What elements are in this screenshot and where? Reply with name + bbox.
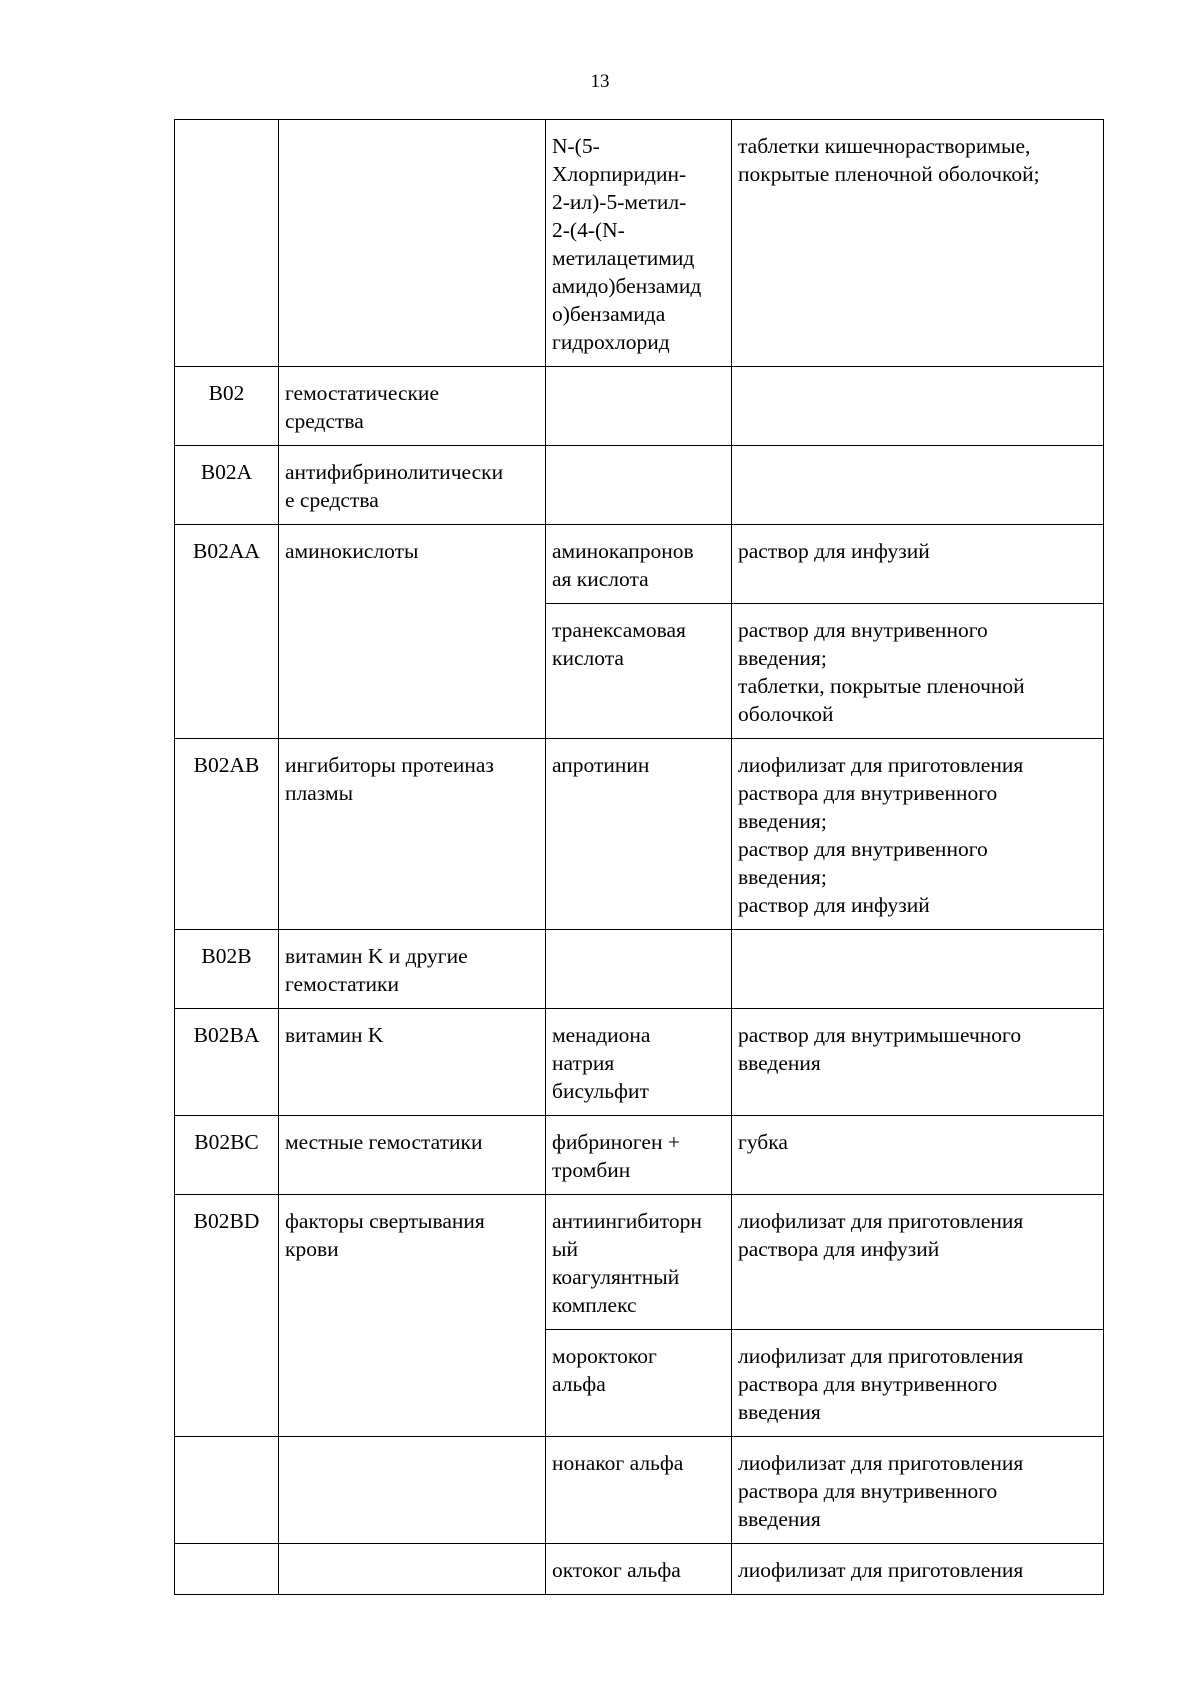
drug-name-cell: [546, 367, 732, 446]
table-row: [175, 930, 1104, 1009]
table-row: [175, 1009, 1104, 1116]
table-row: [175, 1544, 1104, 1595]
group-cell: [279, 367, 546, 446]
dosage-form-cell: [732, 739, 1104, 930]
drug-name-line: тромбин: [552, 1158, 631, 1182]
drug-name-cell: [546, 1116, 732, 1195]
dosage-form-line: губка: [738, 1130, 788, 1154]
group-cell: [279, 120, 546, 367]
table-row: [175, 1195, 1104, 1330]
drug-table: [174, 119, 1104, 1595]
atc-code-cell: [175, 1437, 279, 1544]
atc-code: B02AA: [193, 539, 260, 563]
group-line: витамин K и другие: [285, 944, 468, 968]
dosage-form-line: введения: [738, 1507, 821, 1531]
drug-name-line: ая кислота: [552, 567, 649, 591]
atc-code: B02B: [201, 944, 252, 968]
drug-name-line: комплекс: [552, 1293, 637, 1317]
group-line: витамин K: [285, 1023, 384, 1047]
table-row: [175, 120, 1104, 367]
drug-name-line: мороктоког: [552, 1344, 657, 1368]
group-line: антифибринолитически: [285, 460, 504, 484]
atc-code-cell: [175, 1009, 279, 1116]
dosage-form-line: раствора для внутривенного: [738, 1479, 998, 1503]
dosage-form-cell: [732, 930, 1104, 1009]
group-line: гемостатики: [285, 972, 400, 996]
atc-code-cell: [175, 739, 279, 930]
drug-name-line: ый: [552, 1237, 578, 1261]
group-line: аминокислоты: [285, 539, 419, 563]
drug-name-line: антиингибиторн: [552, 1209, 702, 1233]
dosage-form-line: введения: [738, 1051, 821, 1075]
dosage-form-line: введения;: [738, 865, 827, 889]
dosage-form-line: лиофилизат для приготовления: [738, 1209, 1024, 1233]
dosage-form-line: лиофилизат для приготовления: [738, 1344, 1024, 1368]
group-line: е средства: [285, 488, 379, 512]
drug-name-line: бисульфит: [552, 1079, 649, 1103]
group-cell: [279, 525, 546, 739]
drug-name-line: апротинин: [552, 753, 650, 777]
group-cell: [279, 1544, 546, 1595]
drug-name-line: натрия: [552, 1051, 615, 1075]
dosage-form-line: лиофилизат для приготовления: [738, 753, 1024, 777]
dosage-form-cell: [732, 120, 1104, 367]
atc-code-cell: [175, 367, 279, 446]
drug-name-line: транексамовая: [552, 618, 686, 642]
drug-name-cell: [546, 1437, 732, 1544]
dosage-form-line: лиофилизат для приготовления: [738, 1558, 1024, 1582]
drug-name-line: октоког альфа: [552, 1558, 681, 1582]
drug-name-line: менадиона: [552, 1023, 651, 1047]
table-row: [175, 739, 1104, 930]
dosage-form-cell: [732, 446, 1104, 525]
atc-code-cell: [175, 930, 279, 1009]
drug-name-cell: [546, 1009, 732, 1116]
table-row: [175, 1437, 1104, 1544]
dosage-form-line: лиофилизат для приготовления: [738, 1451, 1024, 1475]
drug-name-line: фибриноген +: [552, 1130, 680, 1154]
atc-code: B02BC: [194, 1130, 259, 1154]
atc-code-cell: [175, 1116, 279, 1195]
drug-name-line: альфа: [552, 1372, 606, 1396]
drug-name-line: нонаког альфа: [552, 1451, 684, 1475]
table-row: [175, 367, 1104, 446]
group-cell: [279, 1116, 546, 1195]
dosage-form-line: раствор для инфузий: [738, 539, 930, 563]
drug-name-line: аминокапронов: [552, 539, 694, 563]
drug-name-line: амидо)бензамид: [552, 274, 702, 298]
table-row: [175, 446, 1104, 525]
table-row: [175, 525, 1104, 604]
atc-code: B02A: [200, 460, 253, 484]
group-line: крови: [285, 1237, 339, 1261]
dosage-form-cell: [732, 1330, 1104, 1437]
drug-name-line: Хлорпиридин-: [552, 162, 687, 186]
dosage-form-line: раствора для инфузий: [738, 1237, 940, 1261]
dosage-form-cell: [732, 1116, 1104, 1195]
dosage-form-cell: [732, 525, 1104, 604]
dosage-form-line: раствора для внутривенного: [738, 781, 998, 805]
dosage-form-line: раствор для инфузий: [738, 893, 930, 917]
atc-code: B02BD: [193, 1209, 260, 1233]
page-number: 13: [590, 71, 610, 92]
dosage-form-line: введения;: [738, 646, 827, 670]
drug-name-cell: [546, 120, 732, 367]
dosage-form-line: оболочкой: [738, 702, 834, 726]
atc-code-cell: [175, 1195, 279, 1437]
drug-name-line: гидрохлорид: [552, 330, 670, 354]
group-line: факторы свертывания: [285, 1209, 485, 1233]
atc-code-cell: [175, 120, 279, 367]
group-cell: [279, 1009, 546, 1116]
drug-name-cell: [546, 525, 732, 604]
dosage-form-cell: [732, 1437, 1104, 1544]
drug-name-cell: [546, 1330, 732, 1437]
dosage-form-line: раствор для внутривенного: [738, 837, 988, 861]
drug-name-line: N-(5-: [552, 134, 600, 158]
group-line: местные гемостатики: [285, 1130, 483, 1154]
group-line: средства: [285, 409, 364, 433]
dosage-form-cell: [732, 367, 1104, 446]
table-row: [175, 1116, 1104, 1195]
group-cell: [279, 739, 546, 930]
dosage-form-cell: [732, 604, 1104, 739]
drug-name-cell: [546, 930, 732, 1009]
dosage-form-line: введения: [738, 1400, 821, 1424]
atc-code: B02AB: [193, 753, 260, 777]
dosage-form-cell: [732, 1544, 1104, 1595]
group-cell: [279, 1195, 546, 1437]
dosage-form-cell: [732, 1009, 1104, 1116]
drug-name-line: метилацетимид: [552, 246, 695, 270]
group-cell: [279, 1437, 546, 1544]
dosage-form-line: раствора для внутривенного: [738, 1372, 998, 1396]
drug-name-line: коагулянтный: [552, 1265, 680, 1289]
drug-name-cell: [546, 739, 732, 930]
dosage-form-line: таблетки, покрытые пленочной: [738, 674, 1025, 698]
atc-code-cell: [175, 1544, 279, 1595]
atc-code-cell: [175, 525, 279, 739]
group-line: ингибиторы протеиназ: [285, 753, 494, 777]
drug-name-line: о)бензамида: [552, 302, 666, 326]
drug-name-line: 2-(4-(N-: [552, 218, 625, 242]
group-line: плазмы: [285, 781, 354, 805]
dosage-form-line: введения;: [738, 809, 827, 833]
group-line: гемостатические: [285, 381, 439, 405]
dosage-form-cell: [732, 1195, 1104, 1330]
drug-name-cell: [546, 1195, 732, 1330]
atc-code: B02BA: [193, 1023, 260, 1047]
drug-name-line: кислота: [552, 646, 624, 670]
drug-name-cell: [546, 1544, 732, 1595]
drug-name-cell: [546, 446, 732, 525]
drug-name-cell: [546, 604, 732, 739]
dosage-form-line: раствор для внутримышечного: [738, 1023, 1022, 1047]
group-cell: [279, 446, 546, 525]
drug-name-line: 2-ил)-5-метил-: [552, 190, 687, 214]
atc-code-cell: [175, 446, 279, 525]
group-cell: [279, 930, 546, 1009]
dosage-form-line: раствор для внутривенного: [738, 618, 988, 642]
dosage-form-line: покрытые пленочной оболочкой;: [738, 162, 1040, 186]
dosage-form-line: таблетки кишечнорастворимые,: [738, 134, 1031, 158]
atc-code: B02: [208, 381, 245, 405]
